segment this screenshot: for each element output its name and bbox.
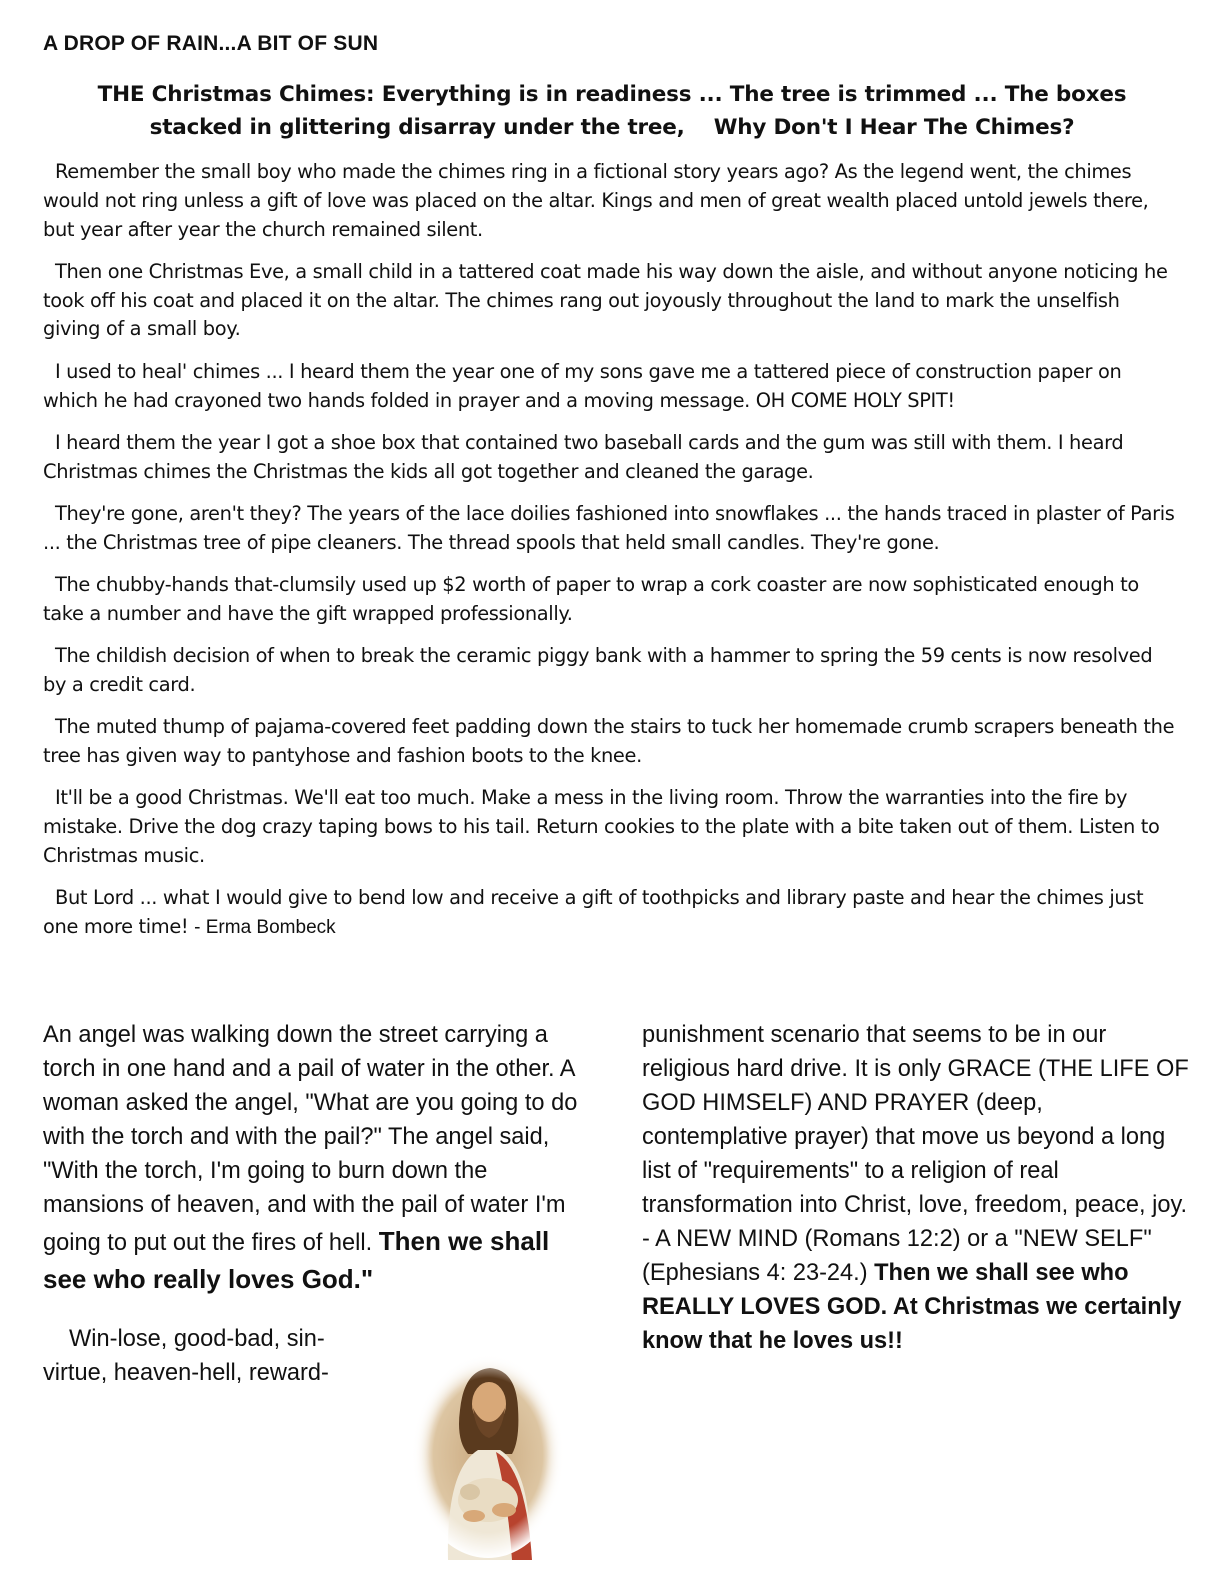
story-paragraph: They're gone, aren't they? The years of the lace doilies fashioned into snowflakes ... the hands traced in plaster of Paris ... the Christmas tree of pipe cleaners. The thread spools that held small candles. They're gone.: [43, 501, 1175, 554]
christmas-chimes-story: [43, 158, 1178, 956]
angel-paragraph: [43, 1018, 583, 1298]
left-column: [43, 1018, 583, 1390]
right-column: [642, 1018, 1192, 1358]
story-paragraph: The chubby-hands that-clumsily used up $2 worth of paper to wrap a cork coaster are now sophisticated enough to take a number and have the gift wrapped professionally.: [43, 573, 1139, 625]
story-paragraph: I heard them the year I got a shoe box that contained two baseball cards and the gum was still with them. I heard Christmas chimes the Christmas the kids all got together and cleaned the garage.: [43, 430, 1124, 483]
angel-bold-text: Then we shall see who really loves God.": [43, 1226, 550, 1294]
story-headline: [60, 78, 1164, 144]
story-paragraph-text: But Lord ... what I would give to bend low and receive a gift of toothpicks and library paste and hear the chimes just one more time!: [43, 886, 1144, 939]
column-title: A DROP OF RAIN...A BIT OF SUN: [43, 32, 379, 55]
story-paragraph: The childish decision of when to break the ceramic piggy bank with a hammer to spring the 59 cents is now resolved by a credit card.: [43, 644, 1153, 696]
grace-paragraph: [642, 1018, 1192, 1358]
story-paragraph: I used to heal' chimes ... I heard them the year one of my sons gave me a tattered piece of construction paper on which he had crayoned two hands folded in prayer and a moving message. OH COME HOLY SPIT!: [43, 359, 1122, 412]
grace-text: punishment scenario that seems to be in our religious hard drive. It is only GRACE (THE LIFE OF GOD HIMSELF) AND PRAYER (deep, contemplative prayer) that move us beyond a long list of "requirements" to a religion of real transformation into Christ, love, freedom, peace, joy. - A NEW MIND (Romans 12:2) or a "NEW SELF" (Ephesians 4: 23-24.): [642, 1022, 1189, 1286]
story-paragraph-final: [43, 884, 1178, 943]
angel-text: An angel was walking down the street carrying a torch in one hand and a pail of water in the other. A woman asked the angel, "What are you going to do with the torch and with the pail?" The angel said, "With the torch, I'm going to burn down the mansions of heaven, and with the pail of water I'm going to put out the fires of hell.: [43, 1022, 578, 1256]
winlose-line-1: Win-lose, good-bad, sin-: [69, 1326, 325, 1352]
story-paragraph: It'll be a good Christmas. We'll eat too much. Make a mess in the living room. Throw the warranties into the fire by mistake. Drive the dog crazy taping bows to his tail. Return cookies to the plate with a bite taken out of them. Listen to Christmas music.: [43, 786, 1160, 867]
headline-line-1: THE Christmas Chimes: Everything is in readiness ... The tree is trimmed ... The boxes: [97, 82, 1127, 107]
grace-bold-text: Then we shall see who REALLY LOVES GOD. At Christmas we certainly know that he loves us!!: [642, 1260, 1182, 1354]
winlose-line-2: virtue, heaven-hell, reward-: [43, 1360, 329, 1386]
jesus-with-lamb-icon: [408, 1350, 568, 1560]
headline-line-2: stacked in glittering disarray under the tree, Why Don't I Hear The Chimes?: [149, 115, 1075, 140]
story-attribution: - Erma Bombeck: [194, 917, 336, 939]
story-paragraph: The muted thump of pajama-covered feet padding down the stairs to tuck her homemade crumb scrapers beneath the tree has given way to pantyhose and fashion boots to the knee.: [43, 715, 1175, 768]
story-paragraph: Then one Christmas Eve, a small child in a tattered coat made his way down the aisle, and without anyone noticing he took off his coat and placed it on the altar. The chimes rang out joyously throughout the land to mark the unselfish giving of a small boy.: [43, 259, 1168, 341]
story-paragraph: Remember the small boy who made the chimes ring in a fictional story years ago? As the legend went, the chimes would not ring unless a gift of love was placed on the altar. Kings and men of great wealth placed untold jewels there, but year after year the church remained silent.: [43, 160, 1149, 241]
